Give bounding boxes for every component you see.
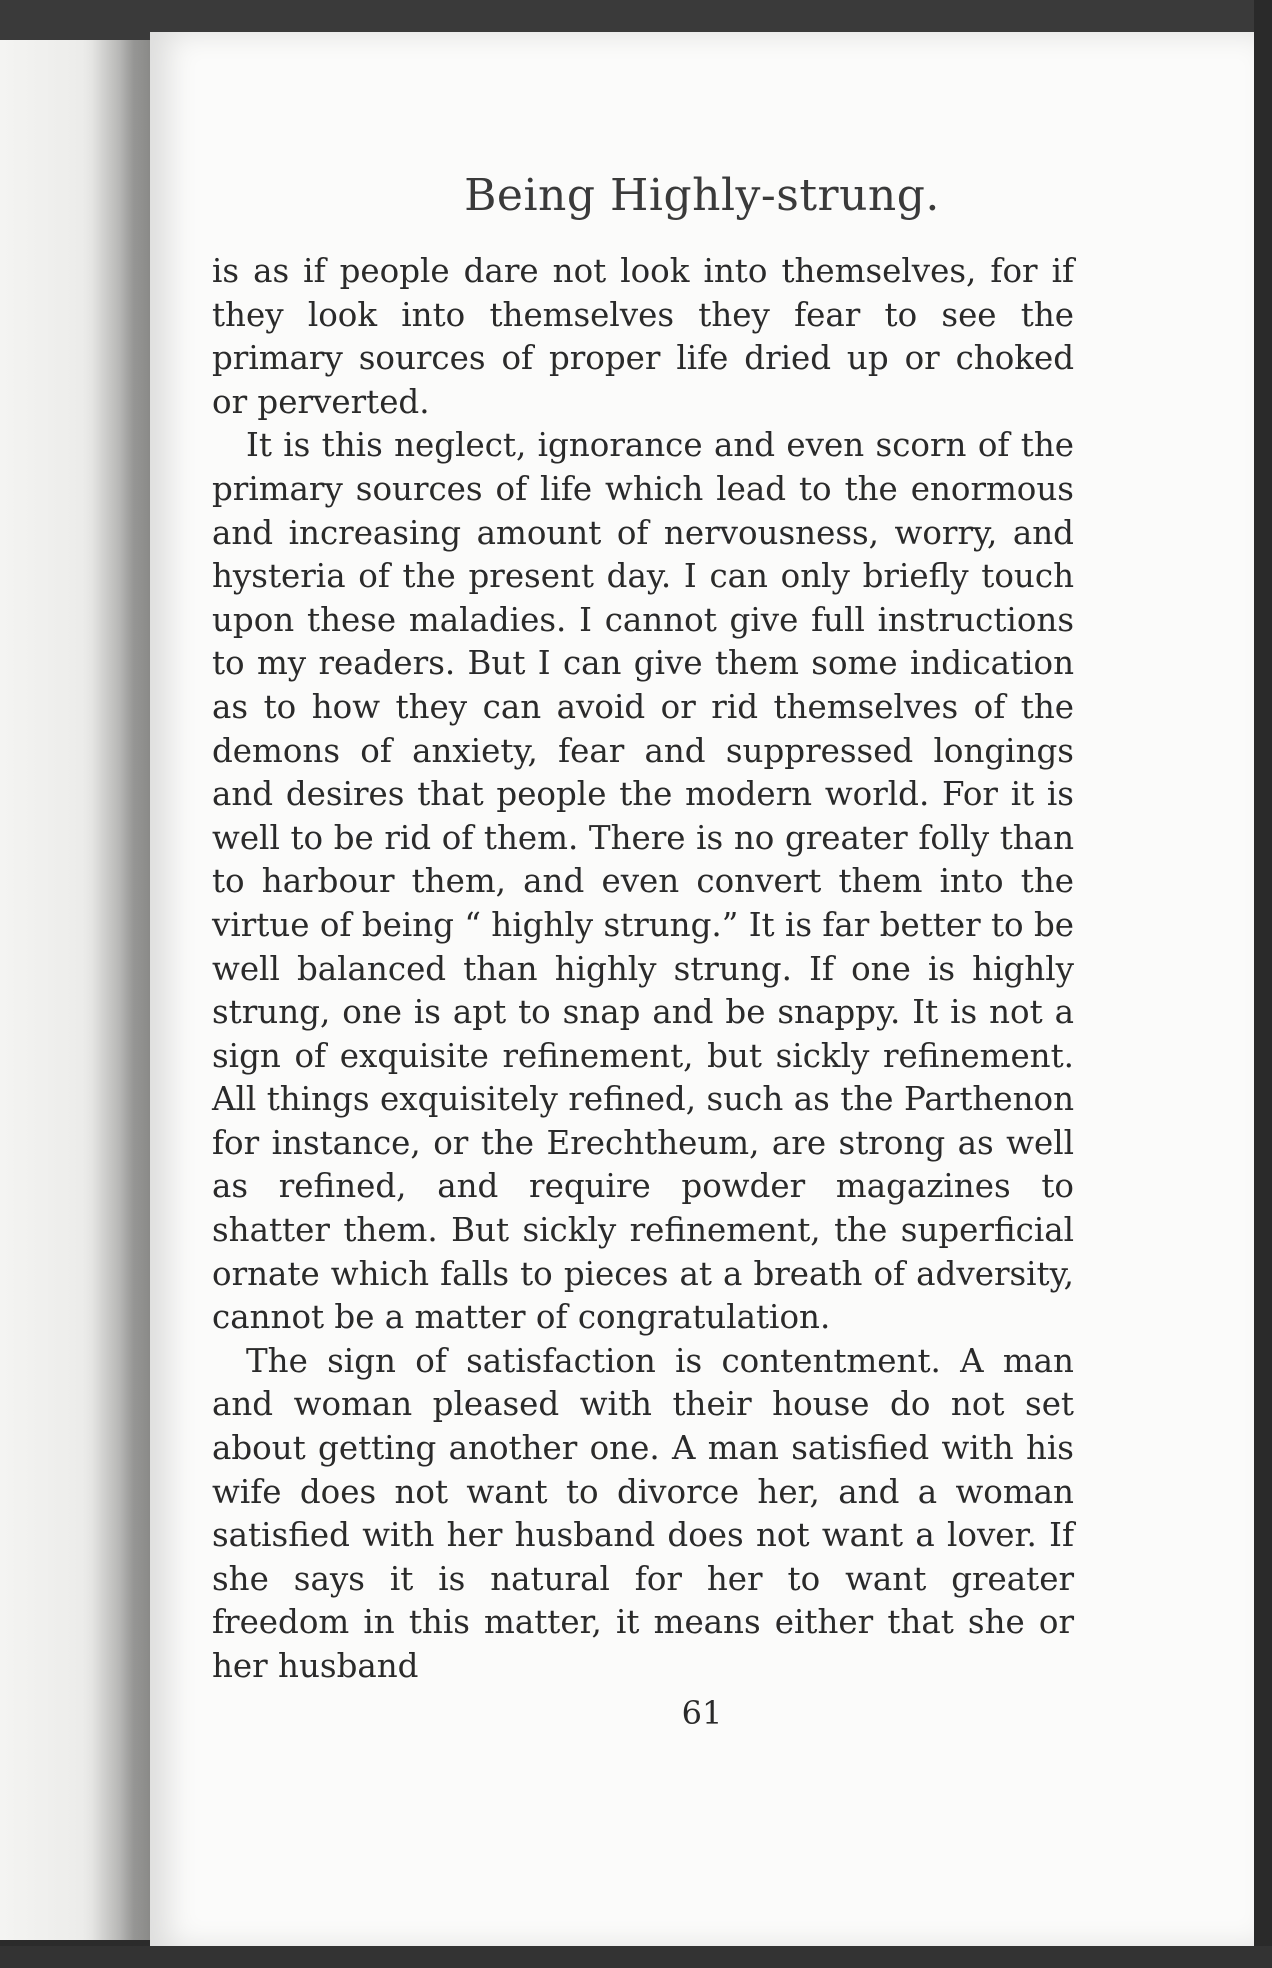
paragraph-continued: is as if people dare not look into themselves, for if they look into themselves they fear to see the primary sources of proper life dried up or choked or perverted. <box>212 252 1074 421</box>
body-text <box>212 250 1074 1689</box>
scan-bottom-border <box>0 1946 1272 1968</box>
running-head: Being Highly-strung. <box>464 170 940 221</box>
page-number: 61 <box>681 1694 723 1732</box>
scan-right-border <box>1254 0 1272 1968</box>
paragraph: The sign of satisfaction is contentment. A man and woman pleased with their house do not set about getting another one. A man satisfied with his wife does not want to divorce her, and a woman satisfied with her husband does not want a lover. If she says it is natural for her to want greater freedom in this matter, it means either that she or her husband <box>212 1341 1074 1685</box>
paragraph: It is this neglect, ignorance and even scorn of the primary sources of life which lead to the enormous and increasing amount of nervousness, worry, and hysteria of the present day. I can only briefly touch upon these maladies. I cannot give full instructions to my readers. But I can give them some indication as to how they can avoid or rid themselves of the demons of anxiety, fear and suppressed longings and desires that people the modern world. For it is well to be rid of them. There is no greater folly than to harbour them, and even convert them into the virtue of being “ highly strung.” It is far better to be well balanced than highly strung. If one is highly strung, one is apt to snap and be snappy. It is not a sign of exquisite refinement, but sickly refinement. All things exquisitely refined, such as the Parthenon for instance, or the Erechtheum, are strong as well as refined, and require powder magazines to shatter them. But sickly refinement, the superficial ornate which falls to pieces at a breath of adversity, cannot be a matter of congratulation. <box>212 426 1074 1337</box>
